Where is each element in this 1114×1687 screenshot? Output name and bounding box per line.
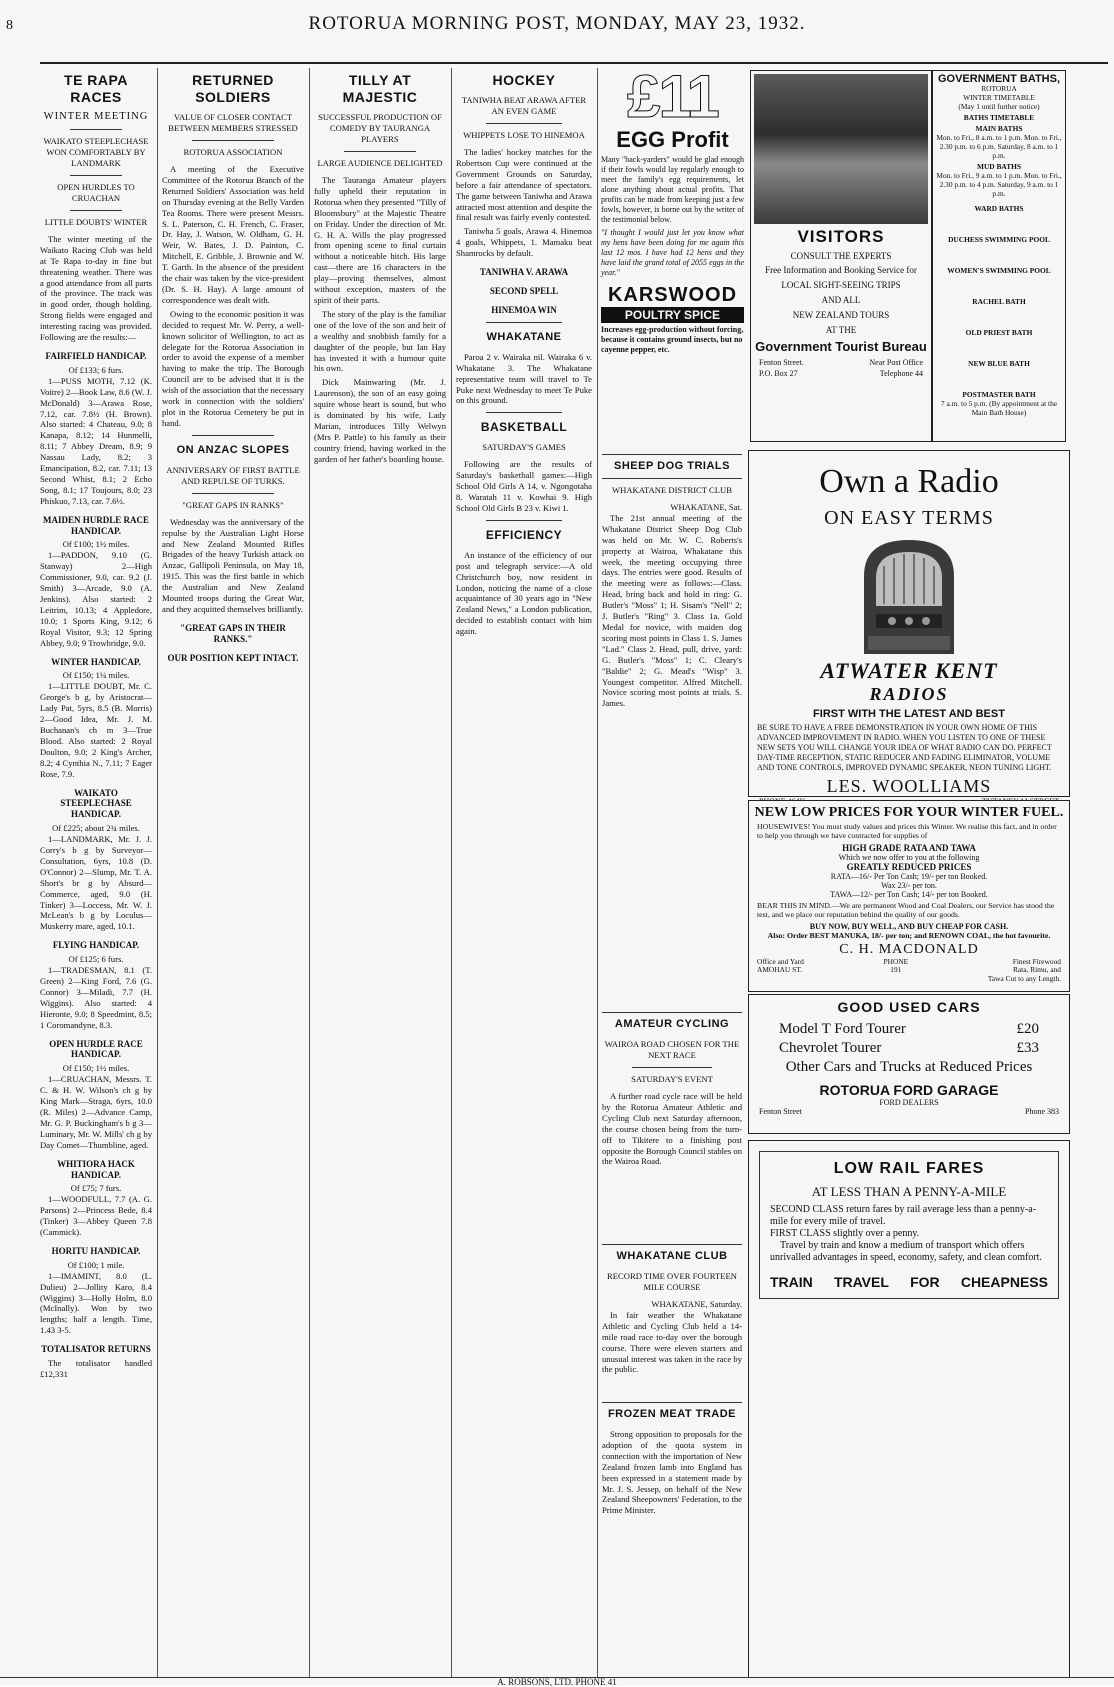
ad-text: Also: Order BEST MANUKA, 18/- per ton; and RENOWN COAL, the hot favourite. <box>767 930 1051 940</box>
radio-cabinet-image <box>854 536 964 656</box>
ad-headline: LOW RAIL FARES <box>833 1160 985 1177</box>
article-body: A further road cycle race will be held by the Rotorua Amateur Athletic and Cycling Club next Saturday afternoon, the course chosen being from the turn-off to Tikitere to a finishing post opposite the Borough Council stables on the Wairoa Road. <box>602 1091 742 1167</box>
ad-dealer: ROTORUA FORD GARAGE <box>819 1082 999 1098</box>
ad-car-price: £20 <box>1016 1021 1039 1037</box>
race-stake: Of £225; about 2¾ miles. <box>52 823 140 834</box>
ad-car-name: Model T Ford Tourer <box>779 1021 906 1037</box>
ad-dealer: C. H. MACDONALD <box>839 941 979 957</box>
headline-anzac: ON ANZAC SLOPES <box>176 443 290 456</box>
ad-slogan: FIRST WITH THE LATEST AND BEST <box>813 708 1005 720</box>
ad-street: Fenton Street <box>759 1107 802 1116</box>
subhead: VALUE OF CLOSER CONTACT BETWEEN MEMBERS STRESSED <box>168 112 298 133</box>
ad-text: BUY NOW, BUY WELL, AND BUY CHEAP FOR CASH. <box>809 921 1009 931</box>
race-title: OPEN HURDLE RACE HANDICAP. <box>49 1038 143 1060</box>
column-tilly-majestic <box>314 68 446 1678</box>
masthead-rule <box>40 62 1108 64</box>
ad-text: Travel by train and know a medium of transport which offers unrivalled advantages in speed, economy, safety, and clean comfort. <box>770 1240 1042 1263</box>
race-stake: Of £150; 1¼ miles. <box>62 670 130 681</box>
column-frozen-meat <box>602 1398 742 1678</box>
subhead: WAIKATO STEEPLECHASE WON COMFORTABLY BY LANDMARK <box>43 135 149 168</box>
ad-office: Office and Yard <box>757 956 804 966</box>
ad-text: HOUSEWIVES! You must study values and prices this Winter. We realise this fact, and in order to help you through we have contracted for supplies of <box>757 822 1057 841</box>
article-body: The Tauranga Amateur players fully upheld their reputation in Rotorua when they presented "Tilly of Bloomsbury" at the Majestic Theatre on Friday. Under the direction of Mr. G. H. A. Wills the play progressed from opening scene to final curtain without a noticeable hitch. His large cast—there are 16 characters in the play—proving themselves, almost without exception, masters of the spirit of their parts. <box>314 175 446 305</box>
headline-frozen-meat: FROZEN MEAT TRADE <box>602 1402 742 1423</box>
bottom-strip: A. ROBSONS, LTD. PHONE 41 <box>0 1677 1114 1686</box>
ad-office: AMOHAU ST. <box>757 965 803 975</box>
ad-headline: GOOD USED CARS <box>837 999 981 1015</box>
ad-footer-word: CHEAPNESS <box>960 1274 1048 1290</box>
ad-dealer-sub: FORD DEALERS <box>879 1098 939 1107</box>
article-body: Owing to the economic position it was decided to request Mr. W. Perry, a well-known solicitor of Wellington, to act as delegate for the Rotorua Association in order to avoid the expense of a member having to make the trip. The Borough Council are to be advised that it is the wish of the association that the necessary work in connection with the soldiers' plot in the Rotorua Cemetery be put in hand. <box>162 308 304 428</box>
ad-finest: Tawa Cut to any Length. <box>987 974 1061 984</box>
ad-car-name: Chevrolet Tourer <box>779 1040 882 1056</box>
headline-sheep-dog: SHEEP DOG TRIALS <box>602 454 742 479</box>
ad-brand: KARSWOOD <box>607 284 738 306</box>
subhead: WHAKATANE DISTRICT CLUB <box>612 485 732 495</box>
subhead: WAIROA ROAD CHOSEN FOR THE NEXT RACE <box>604 1039 740 1060</box>
headline-basketball: BASKETBALL <box>480 420 568 435</box>
ad-text: HIGH GRADE RATA AND TAWA <box>842 842 976 853</box>
column-sheep-dog-trials <box>602 450 742 1000</box>
ad-brand: ATWATER KENT <box>820 658 998 683</box>
ad-government-baths <box>932 70 1066 442</box>
column-rule <box>451 68 452 1680</box>
ad-text: FIRST CLASS slightly over a penny. <box>770 1228 920 1239</box>
race-title: FAIRFIELD HANDICAP. <box>45 350 147 361</box>
race-stake: Of £100; 1½ miles. <box>62 539 130 550</box>
ad-bureau-name: Government Tourist Bureau <box>755 339 927 354</box>
subheading: "GREAT GAPS IN THEIR RANKS." <box>180 622 286 644</box>
ad-visitors <box>750 70 932 442</box>
article-body: Paroa 2 v. Wairaka nil. Wairaka 6 v. Whakatane 3. The Whakatane representative team will travel to Te Puke next Wednesday to meet Te Puke on this ground. <box>456 351 592 406</box>
headline-hockey: HOCKEY <box>492 72 556 88</box>
ad-section: MAIN BATHS <box>975 124 1023 133</box>
ad-photo-image <box>754 74 928 224</box>
ad-testimonial: "I thought I would just let you know what my hens have been doing for me again this last 12 mos. I have had 12 hens and they have laid the grand total of 2055 eggs in the year." <box>601 228 744 277</box>
ad-subheadline: ON EASY TERMS <box>824 507 994 529</box>
race-results: 1—CRUACHAN, Messrs. T. C. & H. W. Wilson's ch g by King Mark—Straga, 6yrs, 10.0 (R. Miles) 2—Advance Camp, Mr. G. P. Buckingham's b g 3—Luminary, Mr. W. Mills' ch g by Day Comet—Thumbline, aged. <box>40 1074 152 1150</box>
article-body: The winter meeting of the Waikato Racing Club was held at Te Rapa to-day in fine but threatening weather. There was a good attendance from all parts of the province. The track was in good order, though holding. Strong fields were engaged and interesting racing was provided. Following are the results:— <box>40 233 152 343</box>
article-body: A meeting of the Executive Committee of the Rotorua Branch of the Returned Soldiers' Association was held on Thursday evening at the Belly Varden Tea Rooms. There were present Messrs. S. L. Paterson, C. H. French, C. Fraser, Dr. Hay, J. Watson, W. Oldham, G. H. Weir, W. Bates, J. D. Painton, C. Mitchell, E. Gribble, J. Brownie and W. T. Garth. In the absence of the president the chair was taken by the vice-president (Dr. S. H. Hay). A large amount of correspondence was dealt with. <box>162 164 304 305</box>
ad-section: NEW BLUE BATH <box>968 359 1030 368</box>
page-number: 8 <box>6 18 14 33</box>
ad-title: GOVERNMENT BATHS, <box>937 73 1061 85</box>
headline-te-rapa: TE RAPA RACES <box>64 72 128 105</box>
ad-text: BEAR THIS IN MIND.—We are permanent Wood and Coal Dealers, our Service has stood the test, and we place our reputation behind the quality of our goods. <box>757 900 1055 920</box>
ad-line: AND ALL <box>821 295 861 305</box>
ad-phone: Phone 383 <box>1025 1107 1059 1116</box>
article-body: Wednesday was the anniversary of the repulse by the Australian Light Horse and New Zealand Mounted Rifles Brigades of the heavy Turkish attack on Anzac, Gallipoli Peninsula, on May 18, 1915. This was the first battle in which the Australian and New Zealand Mounted troops during the Great War, and they acquitted themselves brilliantly. <box>162 516 304 614</box>
ad-brand-sub: RADIOS <box>869 684 949 704</box>
ad-section: WOMEN'S SWIMMING POOL <box>947 266 1051 275</box>
ad-phone: PHONE <box>883 956 909 966</box>
column-rule <box>309 68 310 1680</box>
race-title: MAIDEN HURDLE RACE HANDICAP. <box>42 514 149 536</box>
match-results: Taniwha 5 goals, Arawa 4. Hinemoa 4 goals, Whippets, 1. Mamaku beat Shamrocks by default. <box>456 226 592 259</box>
ad-headline: Own a Radio <box>819 463 999 500</box>
race-title: FLYING HANDICAP. <box>52 940 140 951</box>
race-results: 1—LANDMARK, Mr. J. J. Corry's b g by Surveyor—Consultation, 6yrs, 10.8 (D. O'Connor) 2—Slump, Mr. T. A. Short's br g by Absurd—Commerce, aged, 9.0 (H. Tinker) 3—Loccess, Mr. W. J. McLean's b g by Loculus—Muskerry mare, aged, 10.1. <box>40 834 152 932</box>
ad-low-rail-fares <box>748 1140 1070 1682</box>
subhead: LARGE AUDIENCE DELIGHTED <box>317 158 443 168</box>
ad-headline: EGG Profit <box>616 127 729 152</box>
ad-title: VISITORS <box>797 227 885 246</box>
ad-line: AT THE <box>825 325 857 335</box>
headline-returned-soldiers: RETURNED SOLDIERS <box>192 72 274 105</box>
column-hockey <box>456 68 592 1678</box>
ad-winter-fuel <box>748 800 1070 992</box>
subhead: LITTLE DOUBTS' WINTER <box>44 216 148 227</box>
subheading: OUR POSITION KEPT INTACT. <box>167 652 299 663</box>
ad-finest: Finest Firewood <box>1012 956 1061 966</box>
headline-whakatane-club: WHAKATANE CLUB <box>602 1244 742 1265</box>
ad-section: RACHEL BATH <box>972 297 1026 306</box>
ad-dealer: LES. WOOLLIAMS <box>826 776 992 796</box>
ad-line: NEW ZEALAND TOURS <box>792 310 890 320</box>
column-returned-soldiers <box>162 68 304 1678</box>
ad-subheadline: AT LESS THAN A PENNY-A-MILE <box>811 1184 1007 1199</box>
subheading: TANIWHA V. ARAWA <box>479 267 569 278</box>
race-stake: Of £125; 6 furs. <box>68 954 124 965</box>
ad-section: BATHS TIMETABLE <box>963 113 1035 122</box>
tote-heading: TOTALISATOR RETURNS <box>41 1344 151 1355</box>
subheading: HINEMOA WIN <box>491 304 557 315</box>
article-body: Dick Mainwaring (Mr. J. Laurenson), the son of an easy going squire whose heart is sound, but who is dominated by his wife, Lady Marian, introduces Tilly Welwyn (Mrs P. Pattle) to his family as their country friend, having worked in the garden of her father's boarding house. <box>314 377 446 464</box>
ad-hours: 7 a.m. to 5 p.m. (By appointment at the Main Bath House) <box>940 399 1058 417</box>
dateline: WHAKATANE, Saturday. <box>651 1299 742 1309</box>
ad-line: Other Cars and Trucks at Reduced Prices <box>785 1059 1033 1075</box>
subhead: ANNIVERSARY OF FIRST BATTLE AND REPULSE OF TURKS. <box>166 464 300 486</box>
race-results: 1—PUSS MOTH, 7.12 (K. Voitre) 2—Book Law, 8.6 (W. J. McDonald) 3—Arawa Rose, 7.12, car. 7.8½ (H. Brown). Also started: 4 Chateau, 9.0; 8 Kanapa, 8.12; 14 Hunmelli, 8.11; 7 Abbey Dream, 8.9; 9 Nassau Lady, 8.2; 3 Emancipation, 8.2, car. 7.11; 13 Second Whist, 8.1; 2 Echo Song, 8.1; 17 Toujours, 8.0; 23 Phiskuo, 7.13, car. 7.6½. <box>40 375 152 506</box>
ad-line: (May 1 until further notice) <box>958 102 1040 111</box>
subheading: SECOND SPELL <box>489 285 559 296</box>
article-body: The ladies' hockey matches for the Robertson Cup were continued at the Government Grounds on Saturday, before a fair attendance of spectators. The game between Taniwha and Arawa attracted most attention and despite the final result was fairly evenly contested. <box>456 147 592 223</box>
subhead: SATURDAY'S GAMES <box>482 442 566 453</box>
ad-section: DUCHESS SWIMMING POOL <box>948 235 1050 244</box>
ad-address: Fenton Street. <box>759 358 804 367</box>
subhead: TANIWHA BEAT ARAWA AFTER AN EVEN GAME <box>461 95 587 116</box>
headline-whakatane: WHAKATANE <box>486 330 562 343</box>
race-results: 1—IMAMINT, 8.0 (L. Dulieu) 2—Jollity Karo, 8.4 (Wiggins) 3—Holly Holm, 8.0 (McInally). Won by two lengths; half a length. Time, 1.43 3-5. <box>40 1270 152 1336</box>
subhead: SATURDAY'S EVENT <box>631 1074 713 1084</box>
ad-text: Which we now offer to you at the following <box>838 852 980 862</box>
subhead: WHIPPETS LOSE TO HINEMOA <box>463 130 585 140</box>
tote-text: The totalisator handled £12,331 <box>40 1358 152 1379</box>
ad-body: BE SURE TO HAVE A FREE DEMONSTRATION IN YOUR OWN HOME OF THIS ADVANCED IMPROVEMENT IN RADIO. WHEN YOU LISTEN TO ONE OF THESE NEW SETS YOU WILL CHANGE YOUR IDEA OF WHAT RADIO CAN DO. PERFECT DAY-TIME RECEPTION, STATIC REDUCER AND FADING ELIMINATOR, VOLUME AND TONE CONTROLS, IMPROVED DYNAMIC SPEAKER, NEON TUNING LIGHT. <box>757 723 1052 772</box>
race-results: 1—WOODFULL, 7.7 (A. G. Parsons) 2—Princess Bede, 8.4 (Tinker) 3—Abbey Queen 7.8 (Cammick). <box>40 1194 152 1238</box>
ad-egg-profit <box>601 63 744 438</box>
ad-big-price: £11 <box>627 63 718 130</box>
subhead: OPEN HURDLES TO CRUACHAN <box>57 181 135 203</box>
article-body: The story of the play is the familiar one of the love of the son and heir of a wealthy and snobbish family for a daughter of the people, but Ian Hay has invested it with a humour quite his own. <box>314 308 446 374</box>
ad-brand-sub: POULTRY SPICE <box>601 307 744 323</box>
ad-line: WINTER TIMETABLE <box>963 93 1035 102</box>
masthead-title: ROTORUA MORNING POST, MONDAY, MAY 23, 1932. <box>308 13 806 34</box>
masthead <box>0 0 1114 40</box>
ad-footer-word: TRAIN <box>770 1274 813 1290</box>
ad-po-box: P.O. Box 27 <box>759 369 798 378</box>
ad-radio <box>748 450 1070 797</box>
subhead: "GREAT GAPS IN RANKS" <box>182 499 284 510</box>
ad-address: Near Post Office <box>869 358 923 367</box>
ad-hours: Mon. to Fri., 8 a.m. to 1 p.m. Mon. to Fri., 2.30 p.m. to 6 p.m. Saturday, 8 a.m. to 1 p.m. <box>936 133 1062 160</box>
race-results: 1—LITTLE DOUBT, Mr. C. George's b g, by Aristocrat—Lady Pat, 5yrs, 8.5 (B. Morris) 2—Good Idea, Mr. J. M. Buchanan's ch m 3—True Blood. Also started: 2 Royal Doulton, 9.0; 2 King's Archer, 8.2; 4 Cynthia N., 7.11; 7 Eager Rose, 7.9. <box>40 681 152 779</box>
article-body: Strong opposition to proposals for the adoption of the quota system in connection with the importation of New Zealand frozen lamb into England has been expressed in a statement made by Mr. J. S. Jessep, on behalf of the New Zealand Sheepowners' Federation, to the Prime Minister. <box>602 1429 742 1516</box>
ad-footer-word: FOR <box>910 1274 940 1290</box>
race-stake: Of £75; 7 furs. <box>70 1183 122 1194</box>
race-stake: Of £133; 6 furs. <box>68 364 124 375</box>
ad-tagline: Increases egg-production without forcing, because it contains ground insects, but no cayenne pepper, etc. <box>601 325 744 354</box>
column-amateur-cycling <box>602 1008 742 1228</box>
ad-price-rata: RATA—16/- Per Ton Cash; 19/- per ton Booked. <box>830 871 988 881</box>
ad-headline: NEW LOW PRICES FOR YOUR WINTER FUEL. <box>754 805 1064 820</box>
race-title: WHITIORA HACK HANDICAP. <box>57 1158 135 1180</box>
headline-efficiency: EFFICIENCY <box>485 527 563 542</box>
ad-used-cars <box>748 994 1070 1134</box>
ad-text: Many "back-yarders" would be glad enough if their fowls would lay regularly enough to meet the family's egg requirements, let alone anything about actual profits. That profits can be made from keeping just a few fowls, however, is borne out by the writer of the testimonial below. <box>601 155 744 224</box>
ad-line: ROTORUA <box>981 84 1017 93</box>
column-te-rapa-races <box>40 68 152 1678</box>
subhead: SUCCESSFUL PRODUCTION OF COMEDY BY TAURANGA PLAYERS <box>318 112 442 144</box>
ad-section: OLD PRIEST BATH <box>965 328 1033 337</box>
subhead: ROTORUA ASSOCIATION <box>183 147 283 157</box>
ad-text: GREATLY REDUCED PRICES <box>846 861 972 872</box>
race-stake: Of £100; 1 mile. <box>67 1259 125 1270</box>
ad-line: CONSULT THE EXPERTS <box>790 251 892 261</box>
dateline: WHAKATANE, Sat. <box>670 502 742 512</box>
article-body: An instance of the efficiency of our post and telegraph service:—A old Christchurch boy, now resident in London, noticing the name of a close acquaintance of 30 years ago in "New Zealand News," a London publication, decided to establish contact with him again. <box>456 549 592 637</box>
ad-section: POSTMASTER BATH <box>962 390 1036 399</box>
race-title: WAIKATO STEEPLECHASE HANDICAP. <box>60 787 132 820</box>
ad-footer-word: TRAVEL <box>833 1274 889 1290</box>
ad-section: WARD BATHS <box>974 204 1024 213</box>
ad-car-price: £33 <box>1016 1040 1039 1056</box>
ad-price-tawa: TAWA—12/- per Ton Cash; 14/- per ton Booked. <box>830 889 988 899</box>
ad-text: SECOND CLASS return fares by rail average less than a penny-a-mile for every mile of travel. <box>770 1204 1037 1227</box>
headline-tilly: TILLY AT MAJESTIC <box>342 72 418 105</box>
race-title: WINTER HANDICAP. <box>51 656 141 667</box>
article-body: The 21st annual meeting of the Whakatane District Sheep Dog Club was held on Mr. W. C. Roberts's property at Wairoa, Whakatane this week, the meeting occupying three days. The entries were good. Results of the meeting were as follows:—Class. Head, bring back and hold in ring: G. Butler's "Moss" 1; H. Sisam's "Nell" 2; J. Butler's "Ring" 3. Class 1a. Gold Medal for novice, with maiden dog scoring most points in Class 1. S. James "Lad." Class 2. Head, pull, drive, yard: G. Butler's "Moss" 1; C. Cleary's "Baldie" 2; G. Mead's "Wisp" 3. Youngest competitor. Alfred Mitchell. Novice scoring most points at trials. S. James. <box>602 512 742 709</box>
race-title: HORITU HANDICAP. <box>51 1245 141 1256</box>
column-rule <box>597 68 598 1680</box>
ad-line: LOCAL SIGHT-SEEING TRIPS <box>781 280 901 290</box>
ad-hours: Mon. to Fri., 9 a.m. to 1 p.m. Mon. to Fri., 2.30 p.m. to 4 p.m. Saturday, 9 a.m. to 1 p.m. <box>936 171 1062 198</box>
ad-section: MUD BATHS <box>976 162 1021 171</box>
race-results: 1—PADDON, 9.10 (G. Stanway) 2—High Commissioner, 9.0, car. 9.2 (J. Smith) 3—Arcade, 9.0 (A. Jenkins). Also started: 2 Leitrim, 10.13; 4 Appledore, 10.0; 1 Sports King, 9.12; 6 Royal Visitor, 9.3; 12 Spring Abbey, 9.0; 9 Trowbridge, 9.0. <box>40 550 152 648</box>
headline-cycling: AMATEUR CYCLING <box>602 1012 742 1033</box>
subhead: WINTER MEETING <box>43 111 149 122</box>
race-stake: Of £150; 1½ miles. <box>62 1063 130 1074</box>
ad-line: Free Information and Booking Service for <box>765 265 917 275</box>
subhead: RECORD TIME OVER FOURTEEN MILE COURSE <box>607 1271 737 1292</box>
article-body: In fair weather the Whakatane Athletic and Cycling Club held a 14-mile road race to-day over the borough course. There were eleven starters and unusual interest was taken in the race by the public. <box>602 1309 742 1375</box>
ad-finest: Rata, Rimu, and <box>1012 965 1061 975</box>
column-rule <box>157 68 158 1680</box>
column-whakatane-club <box>602 1240 742 1390</box>
ad-price-wax: Wax 23/- per ton. <box>881 880 937 890</box>
race-results: 1—TRADESMAN, 8.1 (T. Green) 2—King Ford, 7.6 (G. Connor) 3—Miladi, 7.7 (H. Wiggins). Also started: 4 Hieronte, 9.0; 8 Speedmint, 8.5; 1 Coromandyne, 8.3. <box>40 965 152 1030</box>
article-body: Following are the results of Saturday's basketball games:—High School Old Girls A 14, v. Ngongotaha 8. Waratah 11 v. Kowhai 9. High School Old Girls B 23 v. Kiwi 1. <box>456 459 592 513</box>
ad-telephone: Telephone 44 <box>879 369 923 378</box>
ad-phone: 191 <box>890 965 902 975</box>
